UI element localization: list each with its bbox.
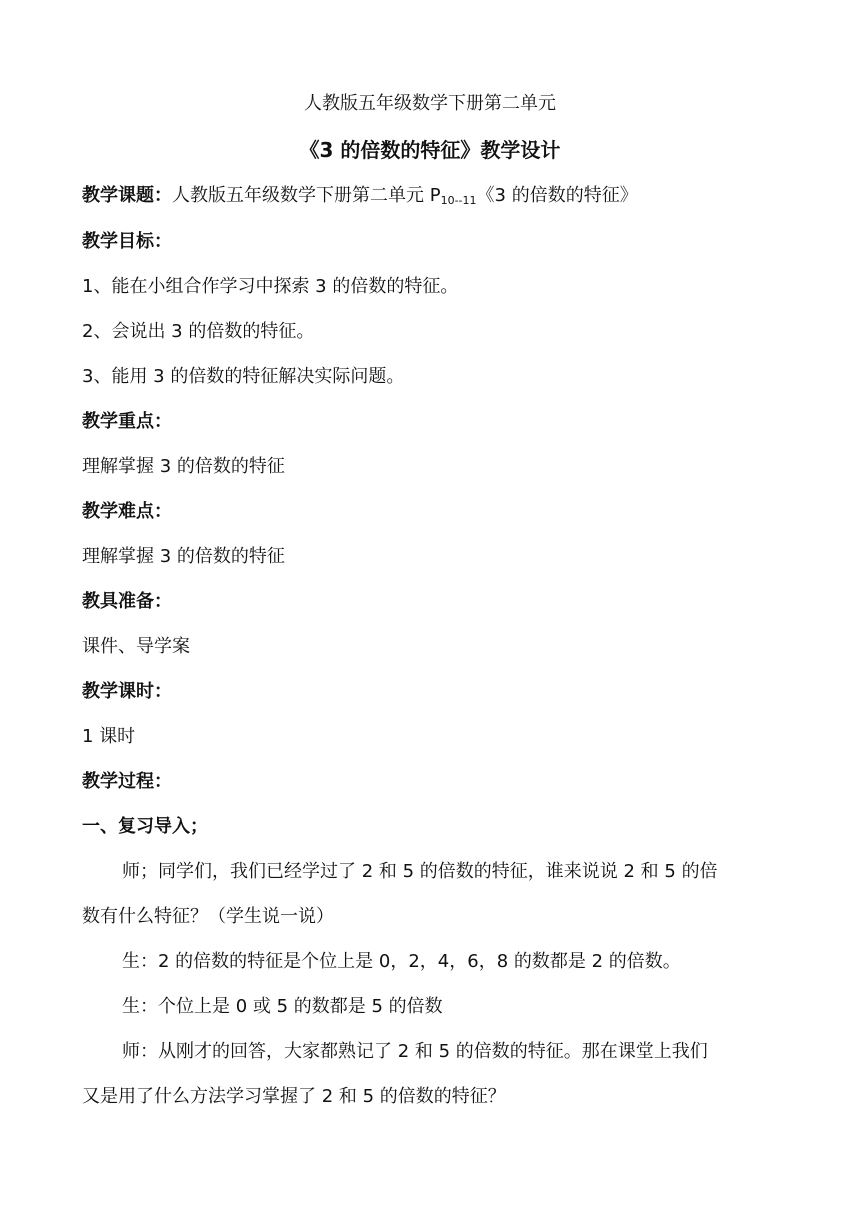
topic-text-after: 《3 的倍数的特征》: [476, 185, 638, 206]
goal-item-1: 1、能在小组合作学习中探索 3 的倍数的特征。: [82, 276, 459, 297]
materials-text: 课件、导学案: [82, 636, 190, 657]
materials-label: 教具准备：: [82, 591, 172, 612]
process-paragraph-line-4: 生：个位上是 0 或 5 的数都是 5 的倍数: [122, 996, 443, 1017]
periods-label: 教学课时：: [82, 681, 172, 702]
process-paragraph-line-1: 师；同学们，我们已经学过了 2 和 5 的倍数的特征，谁来说说 2 和 5 的倍: [122, 861, 718, 882]
key-point-label: 教学重点：: [82, 411, 172, 432]
process-label: 教学过程：: [82, 771, 172, 792]
goal-item-3: 3、能用 3 的倍数的特征解决实际问题。: [82, 366, 405, 387]
goal-item-2: 2、会说出 3 的倍数的特征。: [82, 321, 315, 342]
document-title: 《3 的倍数的特征》教学设计: [299, 138, 561, 162]
topic-label: 教学课题：: [82, 185, 172, 206]
process-paragraph-line-3: 生：2 的倍数的特征是个位上是 0，2，4，6，8 的数都是 2 的倍数。: [122, 951, 681, 972]
process-section-1: 一、复习导入；: [82, 816, 208, 837]
process-paragraph-line-5: 师：从刚才的回答，大家都熟记了 2 和 5 的倍数的特征。那在课堂上我们: [122, 1041, 708, 1062]
goals-label: 教学目标：: [82, 231, 172, 252]
key-point-text: 理解掌握 3 的倍数的特征: [82, 456, 285, 477]
document-subtitle: 人教版五年级数学下册第二单元: [304, 93, 556, 114]
difficulty-text: 理解掌握 3 的倍数的特征: [82, 546, 285, 567]
topic-line: [82, 184, 638, 213]
topic-text-before: 人教版五年级数学下册第二单元 P: [172, 185, 441, 206]
periods-text: 1 课时: [82, 726, 136, 747]
topic-pages: 10--11: [440, 194, 477, 207]
difficulty-label: 教学难点：: [82, 501, 172, 522]
process-paragraph-line-6: 又是用了什么方法学习掌握了 2 和 5 的倍数的特征？: [82, 1086, 506, 1107]
process-paragraph-line-2: 数有什么特征？（学生说一说）: [82, 906, 334, 927]
